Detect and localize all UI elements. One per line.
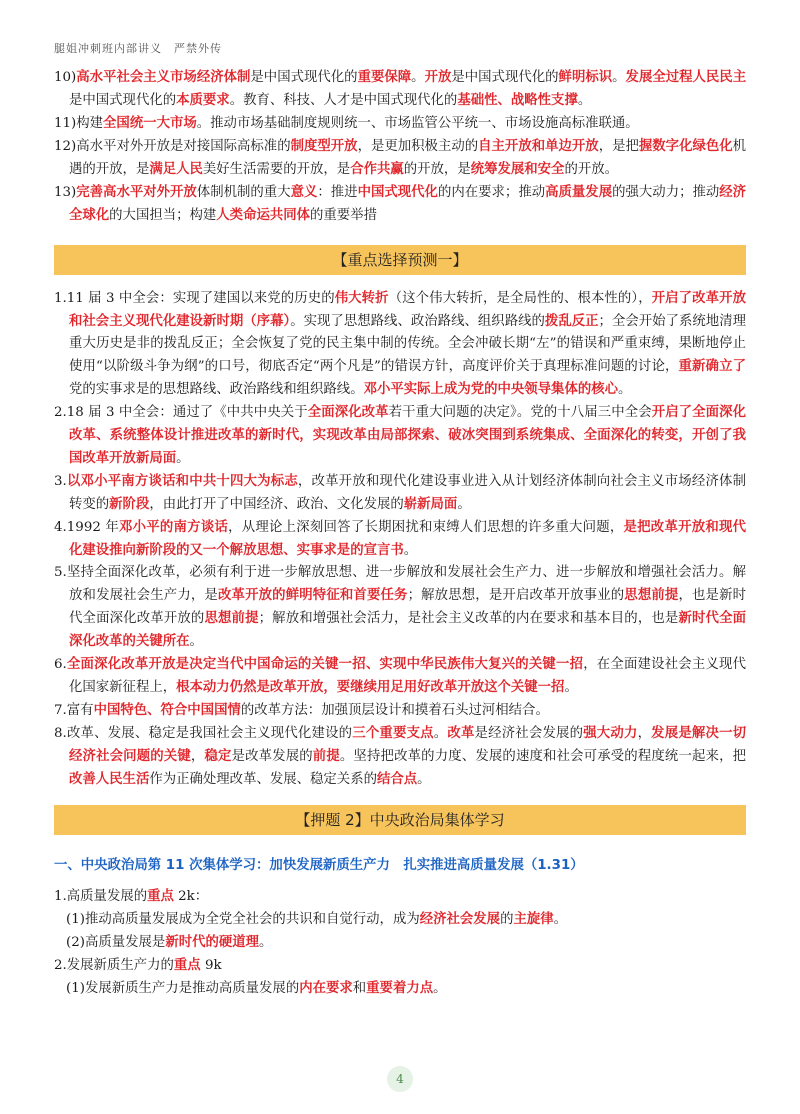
body-text: 是经济社会发展的 [474,726,584,741]
body-text: ， [190,749,205,764]
highlight-text: 经济全球化 [69,184,747,223]
study-item [54,885,746,908]
item-number: 12) [54,139,77,154]
study-subitem [54,908,746,931]
item-number: 1. [54,889,67,904]
body-text: 是中国式现代化的 [250,70,358,85]
body-text: 。 [176,451,190,466]
highlight-text: 开启了全面深化改革、系统整体设计推进改革的新时代，实现改革由局部探索、破冰突围到系统集成、全面深化的转变，开创了我国改革开放新局面 [69,404,747,466]
body-text: ， [637,726,652,741]
body-text: ；解放和增强社会活力，是社会主义改革的内在要求和基本目的，也是 [258,611,679,626]
body-text: ，是更加积极主动的 [357,139,479,154]
highlight-text: 发展是解决一切经济社会问题的关键 [69,725,747,764]
highlight-text: 重要着力点 [366,980,434,996]
highlight-text: 改革 [447,725,475,741]
item-number: 3. [54,474,67,489]
document-body [54,66,746,1000]
body-text: 高质量发展的 [66,889,148,904]
highlight-text: 统筹发展和安全 [470,161,565,177]
highlight-text: 意义 [290,184,318,200]
highlight-text: 满足人民 [149,161,203,177]
body-text: 。 [403,543,418,558]
item-number: 4. [54,520,67,535]
body-text: 的改革方法：加强顶层设计和摸着石头过河相结合。 [240,703,549,718]
study-subitem [54,931,746,954]
highlight-text: 合作共赢 [350,161,404,177]
body-text: ，在全面建设社会主义现代化国家新征程上， [69,657,747,695]
body-text: 9k [200,958,222,973]
body-text: 。 [577,93,592,108]
item-number: 2. [54,405,67,420]
item-number: 7. [54,703,67,718]
item-number: 8. [54,726,67,741]
highlight-text: 全面深化改革开放是决定当代中国命运的关键一招、实现中华民族伟大复兴的关键一招 [66,656,584,672]
highlight-text: 重点 [147,888,174,904]
highlight-text: 全国统一大市场 [103,115,197,131]
body-text: 发展新质生产力是推动高质量发展的 [84,981,300,996]
highlight-text: 高质量发展 [545,184,613,200]
body-text: 美好生活需要的开放，是 [202,162,351,177]
body-text: ：推进 [317,185,358,200]
highlight-text: 完善高水平对外开放 [76,184,197,200]
highlight-text: 改善人民生活 [69,771,150,787]
highlight-text: 强大动力 [583,725,638,741]
item-number: 1. [54,291,67,306]
highlight-text: 中国特色、符合中国国情 [93,702,241,718]
body-text: 。 [189,634,203,649]
body-text: （这个伟大转折，是全局性的、根本性的）， [388,291,652,306]
section-title: 一、中央政治局第 11 次集体学习：加快发展新质生产力 扎实推进高质量发展（1.31） [54,858,584,873]
body-text: 是中国式现代化的 [69,93,177,108]
body-text: 推动高质量发展成为全党全社会的共识和自觉行动，成为 [84,912,420,927]
body-text: 的强大动力；推动 [612,185,720,200]
study-subitem [54,977,746,1000]
prediction-item [54,562,746,653]
highlight-text: 以邓小平南方谈话和中共十四大为标志 [66,473,298,489]
body-text: 。 [457,497,471,512]
body-text: 坚持全面深化改革，必须有利于进一步解放思想、进一步解放和发展社会生产力、进一步解放和增强社会活力。解放和发展社会生产力，是 [66,565,746,603]
body-text: ，改革开放和现代化建设事业进入从计划经济体制向社会主义市场经济体制转变的 [69,474,747,512]
highlight-text: 伟大转折 [334,290,389,306]
highlight-text: 中国式现代化 [357,184,438,200]
body-text: 。实现了思想路线、政治路线、组织路线的 [290,314,545,329]
body-text: 党的实事求是的思想路线、政治路线和组织路线。 [69,382,364,397]
body-text: 。 [618,382,632,397]
highlight-text: 结合点 [376,771,418,787]
highlight-text: 开放 [424,69,452,85]
highlight-text: 全面深化改革 [307,404,389,420]
body-text: 和 [352,981,367,996]
intro-item [54,66,746,112]
highlight-text: 前提 [312,748,340,764]
body-text: 。 [411,70,425,85]
highlight-text: 改革开放的鲜明特征和首要任务 [217,587,408,603]
highlight-text: 开启了改革开放和社会主义现代化建设新时期（序幕） [69,290,747,329]
body-text: ，也是新时代全面深化改革开放的 [69,588,747,626]
prediction-item [54,516,746,562]
highlight-text: 稳定 [204,748,232,764]
body-text: 。 [417,772,431,787]
highlight-text: 三个重要支点 [352,725,434,741]
document-header: 腿姐冲刺班内部讲义 严禁外传 [54,42,222,55]
body-text: 。 [259,935,273,950]
highlight-text: 是把改革开放和现代化建设推向新阶段的又一个解放思想、实事求是的宣言书 [69,519,747,558]
body-text: 的开放，是 [403,162,471,177]
intro-item [54,181,746,227]
body-text: 。 [553,912,568,927]
body-text: 。 [433,726,448,741]
highlight-text: 发展全过程人民民主 [625,69,747,85]
body-text: ，由此打开了中国经济、政治、文化发展的 [149,497,404,512]
highlight-text: 本质要求 [176,92,230,108]
highlight-text: 根本动力仍然是改革开放，要继续用足用好改革开放这个关键一招 [176,679,565,695]
prediction-list [54,287,746,791]
highlight-text: 新时代全面深化改革的关键所在 [69,610,747,649]
body-text: 。 [564,680,578,695]
item-number: (2) [66,935,85,950]
body-text: 的大国担当；构建 [109,208,217,223]
highlight-text: 人类命运共同体 [216,207,311,223]
body-text: ；解放思想，是开启改革开放事业的 [407,588,625,603]
body-text: 11 届 3 中全会：实现了建国以来党的历史的 [66,291,335,306]
body-text: 构建 [76,116,104,131]
body-text: 1992 年 [66,520,119,535]
body-text: ，从理论上深刻回答了长期困扰和束缚人们思想的许多重大问题， [228,520,624,535]
page-number: 4 [387,1066,413,1092]
body-text: 机遇的开放，是 [69,139,747,177]
highlight-text: 高水平社会主义市场经济体制 [76,69,251,85]
item-number: (1) [66,981,85,996]
body-text: 。推动市场基础制度规则统一、市场监管公平统一、市场设施高标准联通。 [196,116,639,131]
highlight-text: 重新确立了 [678,358,746,374]
body-text: 。 [433,981,447,996]
prediction-item [54,470,746,516]
body-text: 。教育、科技、人才是中国式现代化的 [229,93,458,108]
banner-politburo: 【押题 2】中央政治局集体学习 [54,805,746,835]
highlight-text: 拨乱反正 [544,313,599,329]
highlight-text: 基础性、战略性支撑 [457,92,578,108]
body-text: 是中国式现代化的 [451,70,559,85]
item-number: 2. [54,958,67,973]
study-item [54,954,746,977]
highlight-text: 新阶段 [109,496,150,512]
body-text: 若干重大问题的决定》。党的十八届三中全会 [388,405,652,420]
prediction-item [54,699,746,722]
study-list [54,885,746,1000]
body-text: 。 [612,70,626,85]
body-text: 发展新质生产力的 [66,958,174,973]
item-number: 10) [54,70,77,85]
banner-prediction: 【重点选择预测一】 [54,245,746,275]
highlight-text: 经济社会发展 [419,911,501,927]
highlight-text: 思想前提 [624,587,679,603]
highlight-text: 制度型开放 [290,138,358,154]
body-text: ，是把 [598,139,639,154]
highlight-text: 新时代的硬道理 [165,934,260,950]
item-number: 11) [54,116,77,131]
item-number: 5. [54,565,67,580]
body-text: 高水平对外开放是对接国际高标准的 [76,139,291,154]
highlight-text: 鲜明标识 [558,69,613,85]
intro-item [54,112,746,135]
highlight-text: 思想前提 [204,610,259,626]
highlight-text: 重点 [173,957,201,973]
highlight-text: 自主开放和单边开放 [478,138,599,154]
prediction-item [54,653,746,699]
body-text: 的重要举措 [310,208,377,223]
body-text: 的内在要求；推动 [437,185,546,200]
item-number: 6. [54,657,67,672]
item-number: 13) [54,185,77,200]
prediction-item [54,401,746,470]
body-text: 改革、发展、稳定是我国社会主义现代化建设的 [66,726,353,741]
body-text: 富有 [66,703,94,718]
body-text: 作为正确处理改革、发展、稳定关系的 [149,772,377,787]
intro-item [54,135,746,181]
highlight-text: 崭新局面 [403,496,458,512]
body-text: 2k： [173,889,209,904]
item-number: (1) [66,912,85,927]
highlight-text: 重要保障 [357,69,412,85]
highlight-text: 握数字化绿色化 [638,138,733,154]
body-text: ；全会开始了系统地清理重大历史是非的拨乱反正；全会恢复了党的民主集中制的传统。全会冲破长期“左”的错误和严重束缚，果断地停止使用“以阶级斗争为纲”的口号，彻底否定“两个凡是”的错误方针，高度评价关于真理标准问题的讨论， [69,314,746,374]
prediction-item [54,287,746,401]
body-text: 18 届 3 中全会：通过了《中共中央关于 [66,405,308,420]
body-text: 体制机制的重大 [196,185,291,200]
highlight-text: 主旋律 [513,911,554,927]
intro-section [54,66,746,227]
body-text: 是改革发展的 [231,749,313,764]
body-text: 的 [500,912,514,927]
body-text: 。坚持把改革的力度、发展的速度和社会可承受的程度统一起来，把 [339,749,747,764]
highlight-text: 邓小平的南方谈话 [119,519,229,535]
body-text: 高质量发展是 [84,935,166,950]
highlight-text: 邓小平实际上成为党的中央领导集体的核心 [363,381,619,397]
body-text: 的开放。 [564,162,619,177]
highlight-text: 内在要求 [299,980,353,996]
prediction-item [54,722,746,791]
